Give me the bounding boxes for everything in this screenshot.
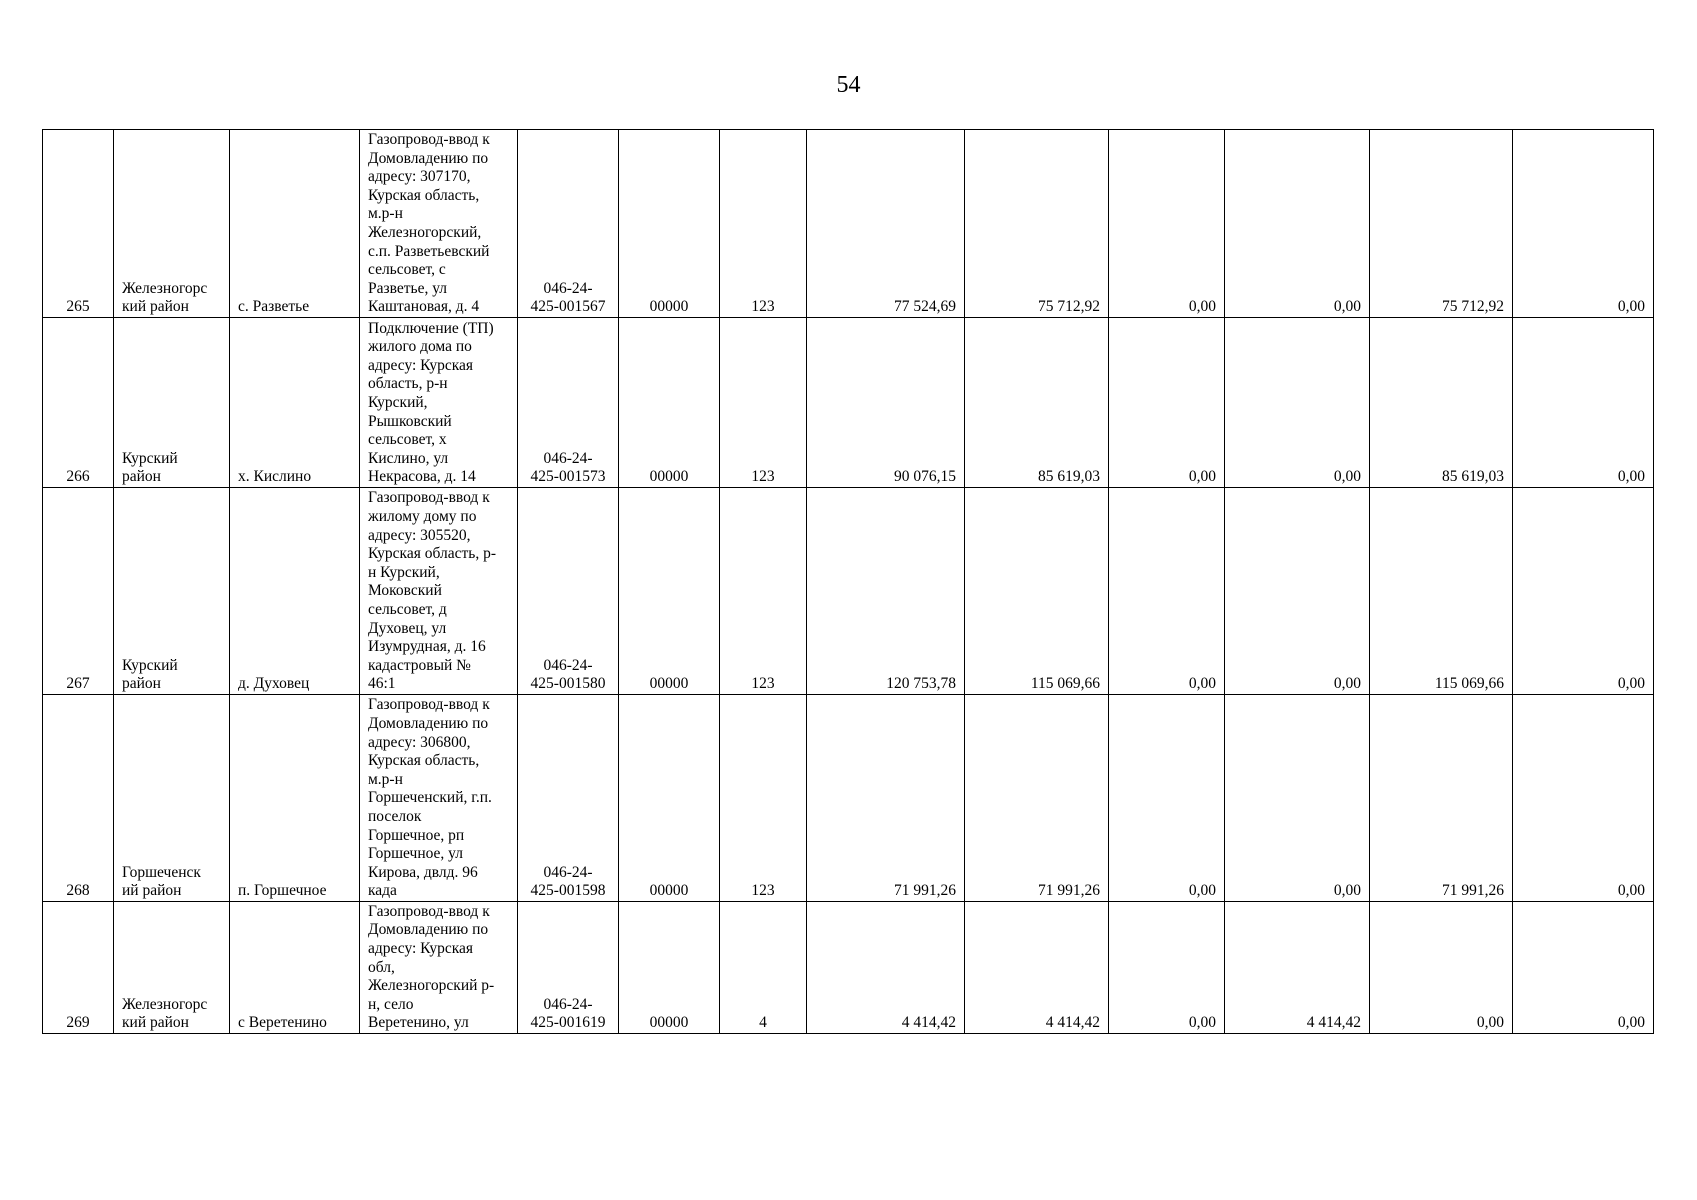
amount-cell: 85 619,03 [1370,318,1513,488]
row-number: 269 [43,902,114,1034]
code-zero-cell: 00000 [619,488,720,695]
amount-cell: 0,00 [1225,130,1370,318]
amount-cell: 0,00 [1225,695,1370,902]
amount-cell: 0,00 [1109,488,1225,695]
table-row [43,695,1654,902]
amount-cell: 71 991,26 [1370,695,1513,902]
object-description-cell: Газопровод-ввод к жилому дому по адресу: 305520, Курская область, р- н Курский, Моковский сельсовет, д Духовец, ул Изумрудная, д. 16 кадастровый № 46:1 [360,488,518,695]
row-number: 266 [43,318,114,488]
amount-cell: 115 069,66 [965,488,1109,695]
code-zero-cell: 00000 [619,130,720,318]
district-cell: Железногорс кий район [114,130,230,318]
row-number: 268 [43,695,114,902]
amount-cell: 0,00 [1513,488,1654,695]
row-number: 267 [43,488,114,695]
count-cell: 123 [720,488,807,695]
object-description-cell: Подключение (ТП) жилого дома по адресу: Курская область, р-н Курский, Рышковский сельсовет, х Кислино, ул Некрасова, д. 14 [360,318,518,488]
amount-cell: 4 414,42 [1225,902,1370,1034]
amount-cell: 115 069,66 [1370,488,1513,695]
code-cell: 046-24- 425-001573 [518,318,619,488]
object-description-cell: Газопровод-ввод к Домовладению по адресу: 307170, Курская область, м.р-н Железногорский, с.п. Разветьевский сельсовет, с Разветье, ул Каштановая, д. 4 [360,130,518,318]
code-cell: 046-24- 425-001598 [518,695,619,902]
amount-cell: 0,00 [1225,318,1370,488]
settlement-cell: п. Горшечное [230,695,360,902]
table-row [43,902,1654,1034]
table-row [43,488,1654,695]
amount-cell: 75 712,92 [1370,130,1513,318]
code-cell: 046-24- 425-001619 [518,902,619,1034]
code-cell: 046-24- 425-001567 [518,130,619,318]
amount-cell: 0,00 [1513,130,1654,318]
district-cell: Курский район [114,318,230,488]
amount-cell: 0,00 [1109,695,1225,902]
page-number: 54 [836,72,861,98]
count-cell: 4 [720,902,807,1034]
code-zero-cell: 00000 [619,902,720,1034]
amount-cell: 120 753,78 [807,488,965,695]
settlement-cell: с Веретенино [230,902,360,1034]
code-zero-cell: 00000 [619,318,720,488]
amount-cell: 75 712,92 [965,130,1109,318]
object-description-cell: Газопровод-ввод к Домовладению по адресу: 306800, Курская область, м.р-н Горшеченский, г.п. поселок Горшечное, рп Горшечное, ул Кирова, двлд. 96 када [360,695,518,902]
amount-cell: 0,00 [1513,695,1654,902]
table-row [43,318,1654,488]
settlement-cell: с. Разветье [230,130,360,318]
amount-cell: 85 619,03 [965,318,1109,488]
count-cell: 123 [720,318,807,488]
amount-cell: 90 076,15 [807,318,965,488]
amount-cell: 77 524,69 [807,130,965,318]
code-zero-cell: 00000 [619,695,720,902]
code-cell: 046-24- 425-001580 [518,488,619,695]
district-cell: Железногорс кий район [114,902,230,1034]
count-cell: 123 [720,130,807,318]
amount-cell: 71 991,26 [807,695,965,902]
amount-cell: 0,00 [1513,318,1654,488]
amount-cell: 71 991,26 [965,695,1109,902]
data-table [42,129,1654,1034]
row-number: 265 [43,130,114,318]
amount-cell: 0,00 [1225,488,1370,695]
amount-cell: 4 414,42 [965,902,1109,1034]
amount-cell: 0,00 [1370,902,1513,1034]
amount-cell: 0,00 [1109,902,1225,1034]
amount-cell: 4 414,42 [807,902,965,1034]
table-row [43,130,1654,318]
district-cell: Курский район [114,488,230,695]
settlement-cell: д. Духовец [230,488,360,695]
object-description-cell: Газопровод-ввод к Домовладению по адресу: Курская обл, Железногорский р- н, село Веретенино, ул [360,902,518,1034]
amount-cell: 0,00 [1109,318,1225,488]
district-cell: Горшеченск ий район [114,695,230,902]
count-cell: 123 [720,695,807,902]
amount-cell: 0,00 [1109,130,1225,318]
settlement-cell: х. Кислино [230,318,360,488]
amount-cell: 0,00 [1513,902,1654,1034]
